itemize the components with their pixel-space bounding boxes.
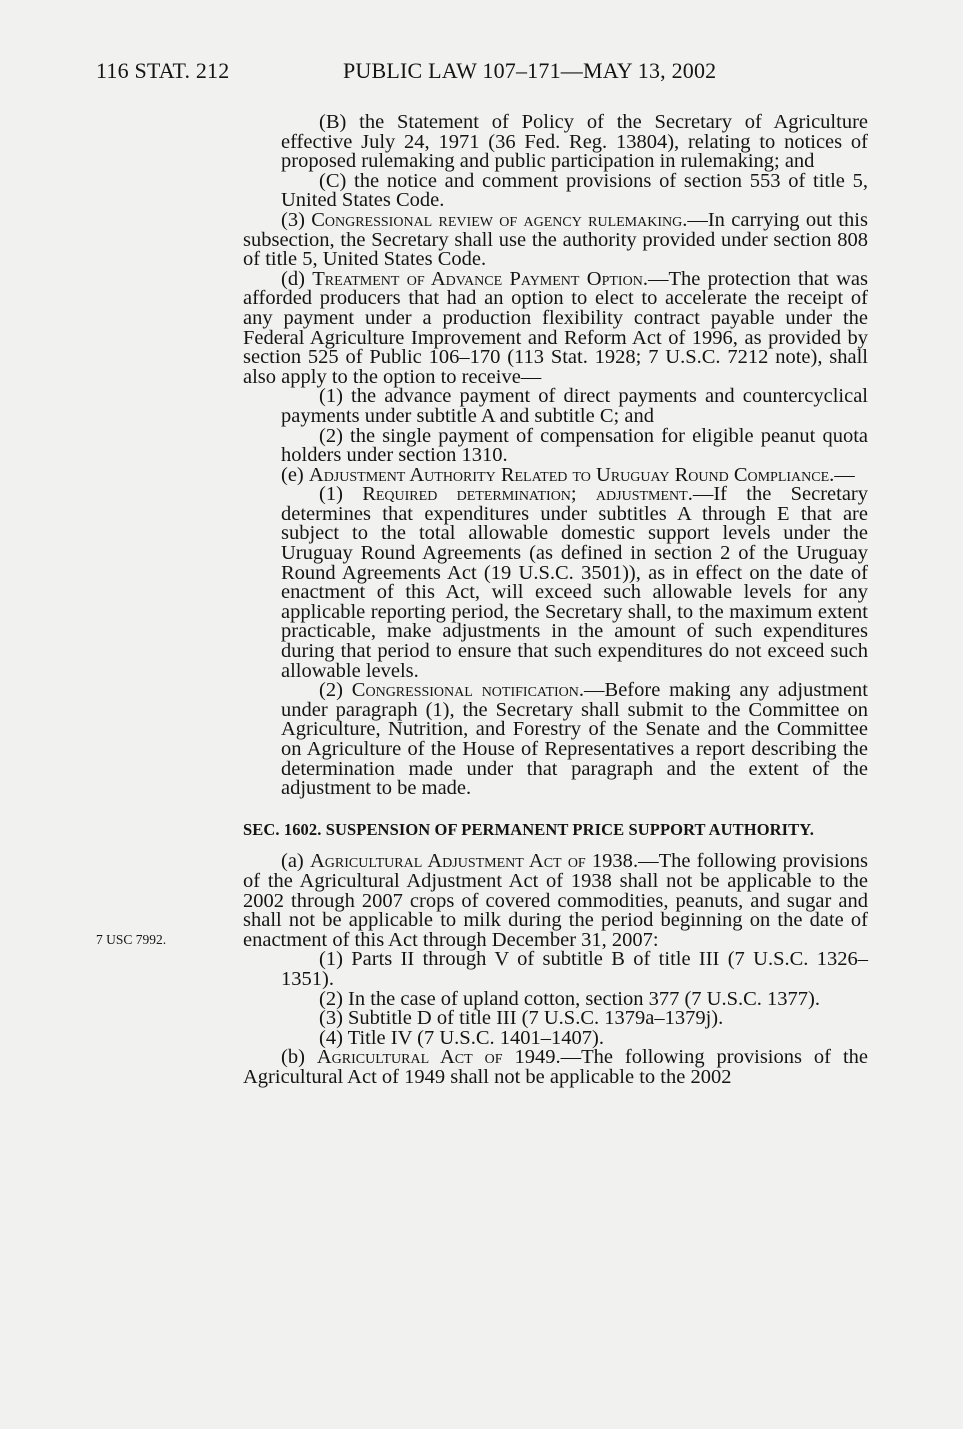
- subsection-d-heading: Treatment of Advance Payment Option: [312, 267, 643, 290]
- statute-body: [243, 113, 868, 1088]
- paragraph-c-3-heading: Congressional review of agency rulemaking: [311, 208, 683, 231]
- paragraph-c-b: (B) the Statement of Policy of the Secretary of Agriculture effective July 24, 1971 (36 Fed. Reg. 13804), relating to notices of proposed rulemaking and public participation in rulemaking; and: [281, 111, 868, 173]
- subsection-d-text: .—The protection that was afforded producers that had an option to elect to accelerate the receipt of any payment under a production flexibility contract payable under the Federal Agriculture Improvement and Reform Act of 1996, as provided by section 525 of Public 106–170 (113 Stat. 1928; 7 U.S.C. 7212 note), shall also apply to the option to receive—: [243, 267, 868, 388]
- paragraph-e-1-text: .—If the Secretary determines that expenditures under subtitles A through E that are subject to the total allowable domestic support levels under the Uruguay Round Agreements (as defined in section 2 of the Uruguay Round Agreements Act (19 U.S.C. 3501)), as in effect on the date of enactment of this Act, will exceed such allowable levels for any applicable reporting period, the Secretary shall, to the maximum extent practicable, make adjustments in the amount of such expenditures during that period to ensure that such expenditures do not exceed such allowable levels.: [281, 483, 869, 682]
- paragraph-c-c: (C) the notice and comment provisions of section 553 of title 5, United States Code.: [281, 169, 868, 212]
- subsection-d: [243, 267, 868, 388]
- page-header: [0, 58, 963, 88]
- paragraph-e-2-number: (2): [319, 679, 343, 702]
- paragraph-e-1-heading: Required determination; adjustment: [362, 483, 688, 506]
- paragraph-a-4: (4) Title IV (7 U.S.C. 1401–1407).: [319, 1026, 604, 1049]
- subsection-a: [243, 852, 868, 950]
- running-head: PUBLIC LAW 107–171—MAY 13, 2002: [343, 58, 717, 83]
- page-number: 116 STAT. 212: [96, 58, 230, 83]
- subsection-b-text: .—The following provisions of the Agricultural Act of 1949 shall not be applicable to the 2002: [243, 1046, 868, 1088]
- subsection-e-heading: Adjustment Authority Related to Uruguay Round Compliance: [308, 463, 830, 486]
- subsection-a-text: .—The following provisions of the Agricultural Adjustment Act of 1938 shall not be applicable to the 2002 through 2007 crops of covered commodities, peanuts, and sugar and shall not be applicable to milk during the period beginning on the date of enactment of this Act through December 31, 2007:: [243, 850, 869, 951]
- subsection-d-number: (d): [281, 267, 305, 290]
- paragraph-a-2: (2) In the case of upland cotton, section 377 (7 U.S.C. 1377).: [319, 987, 821, 1010]
- paragraph-e-2: [243, 681, 868, 799]
- subsection-a-heading: Agricultural Adjustment Act of 1938: [309, 850, 633, 873]
- paragraph-c-3: [243, 208, 868, 271]
- paragraph-c-3-text: .—In carrying out this subsection, the Secretary shall use the authority provided under section 808 of title 5, United States Code.: [243, 208, 868, 271]
- paragraph-e-1: [243, 485, 868, 681]
- subsection-e-dash: .—: [829, 463, 855, 486]
- subsection-a-number: (a): [281, 850, 304, 873]
- paragraph-d-1: (1) the advance payment of direct payments and countercyclical payments under subtitle A and subtitle C; and: [281, 385, 868, 427]
- paragraph-e-1-number: (1): [319, 483, 343, 506]
- paragraph-e-2-heading: Congressional notification: [351, 679, 579, 702]
- section-heading: SEC. 1602. SUSPENSION OF PERMANENT PRICE SUPPORT AUTHORITY.: [243, 819, 815, 839]
- subsection-b-heading: Agricultural Act of 1949: [316, 1046, 556, 1069]
- paragraph-a-3: (3) Subtitle D of title III (7 U.S.C. 1379a–1379j).: [319, 1007, 724, 1030]
- margin-citation: 7 USC 7992.: [96, 932, 167, 947]
- paragraph-d-2: (2) the single payment of compensation for eligible peanut quota holders under section 1310.: [281, 424, 868, 467]
- subsection-e-number: (e): [281, 463, 304, 486]
- subsection-b: [243, 1048, 868, 1087]
- paragraph-a-1: (1) Parts II through V of subtitle B of title III (7 U.S.C. 1326–1351).: [281, 948, 868, 990]
- subsection-b-number: (b): [281, 1046, 305, 1069]
- paragraph-c-3-number: (3): [281, 208, 305, 231]
- section-spacer: [243, 799, 868, 820]
- paragraph-e-2-text: .—Before making any adjustment under paragraph (1), the Secretary shall submit to the Committee on Agriculture, Nutrition, and Forestry of the Senate and the Committee on Agriculture of the House of Representatives a report describing the determination made under that paragraph and the extent of the adjustment to be made.: [281, 679, 868, 800]
